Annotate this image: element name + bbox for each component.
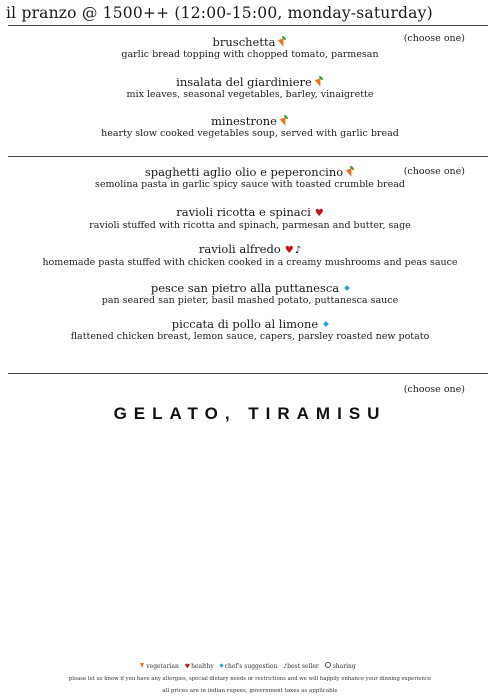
choose-one-starters: (choose one) — [403, 33, 465, 44]
diamond-icon — [323, 321, 329, 327]
allergy-note: please let us know if you have any allergies, special dietary needs or restrictions and we will happily enhance your dinning experience — [68, 676, 432, 682]
carrot-icon — [345, 166, 355, 177]
menu-title: il pranzo @ 1500++ (12:00-15:00, monday-saturday) — [6, 4, 433, 22]
menu-item-spaghetti — [0, 166, 500, 191]
diamond-icon — [344, 285, 350, 291]
legend-chefs-suggestion: chef's suggestion — [224, 663, 278, 670]
item-name: minestrone — [211, 114, 277, 128]
menu-item-bruschetta — [0, 36, 500, 61]
dessert-heading: GELATO, TIRAMISU — [113, 404, 387, 423]
carrot-icon — [279, 115, 289, 126]
item-description: semolina pasta in garlic spicy sauce with toasted crumble bread — [95, 179, 405, 190]
item-description: ravioli stuffed with ricotta and spinach, parmesan and butter, sage — [89, 220, 411, 231]
legend-healthy: healthy — [191, 663, 214, 670]
item-description: pan seared san pieter, basil mashed potato, puttanesca sauce — [101, 295, 399, 306]
heart-icon: ♥ — [284, 245, 294, 256]
icon-legend — [0, 662, 500, 670]
menu-item-minestrone — [0, 115, 500, 140]
item-description: garlic bread topping with chopped tomato, parmesan — [121, 49, 379, 60]
music-note-icon: ♪ — [283, 663, 288, 670]
item-name: bruschetta — [212, 35, 276, 49]
diamond-icon — [219, 663, 223, 667]
legend-best-seller: best seller — [287, 663, 319, 670]
menu-item-pesce — [0, 282, 500, 307]
menu-item-ravioli-ricotta — [0, 206, 500, 232]
menu-item-insalata — [0, 76, 500, 101]
carrot-icon — [314, 76, 324, 87]
item-description: flattened chicken breast, lemon sauce, capers, parsley roasted new potato — [70, 331, 430, 342]
sharing-icon — [325, 662, 331, 668]
divider-middle — [8, 156, 488, 157]
menu-item-piccata — [0, 318, 500, 343]
item-name: ravioli alfredo — [198, 242, 281, 256]
choose-one-dessert: (choose one) — [403, 384, 465, 395]
item-name: spaghetti aglio olio e peperoncino — [144, 165, 344, 179]
item-description: hearty slow cooked vegetables soup, served with garlic bread — [101, 128, 399, 139]
music-note-icon: ♪ — [294, 245, 302, 256]
carrot-icon — [277, 36, 287, 47]
heart-icon: ♥ — [314, 208, 324, 219]
item-name: ravioli ricotta e spinaci — [176, 205, 311, 219]
divider-top — [8, 25, 488, 26]
price-note: all prices are in indian rupees, government taxes as applicable — [162, 688, 338, 694]
choose-one-mains: (choose one) — [403, 166, 465, 177]
item-description: mix leaves, seasonal vegetables, barley, vinaigrette — [126, 89, 374, 100]
item-name: piccata di pollo al limone — [171, 317, 319, 331]
item-description: homemade pasta stuffed with chicken cooked in a creamy mushrooms and peas sauce — [42, 257, 458, 268]
divider-bottom — [8, 373, 488, 374]
item-name: insalata del giardiniere — [176, 75, 312, 89]
legend-sharing: sharing — [332, 663, 356, 670]
item-name: pesce san pietro alla puttanesca — [150, 281, 340, 295]
carrot-icon — [140, 663, 144, 668]
menu-item-ravioli-alfredo — [0, 243, 500, 269]
legend-vegetarian: vegetarian — [146, 663, 179, 670]
heart-icon: ♥ — [184, 663, 191, 670]
